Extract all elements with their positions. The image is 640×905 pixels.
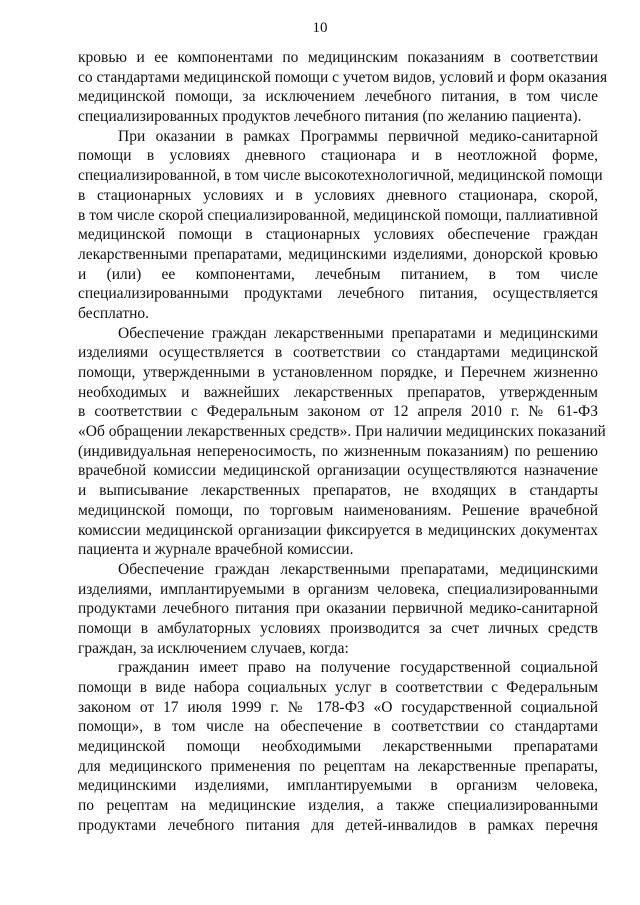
text-line: специализированных продуктов лечебного питания (по желанию пациента). — [78, 108, 582, 126]
text-line: гражданин имеет право на получение государственной социальной — [118, 659, 598, 677]
text-line: помощи в виде набора социальных услуг в соответствии с Федеральным — [78, 679, 598, 696]
text-line: Обеспечение граждан лекарственными препаратами и медицинскими — [118, 324, 598, 342]
text-line: изделиями, имплантируемыми в организм человека, специализированными — [78, 580, 598, 598]
text-line: для медицинского применения по рецептам на лекарственные препараты, — [78, 757, 598, 775]
text-line: и выписывание лекарственных препаратов, не входящих в стандарты — [78, 482, 598, 500]
document-body — [78, 48, 608, 836]
text-line: со стандартами медицинской помощи с учетом видов, условий и форм оказания — [78, 68, 608, 86]
paragraph — [78, 324, 606, 560]
text-line: кровью и ее компонентами по медицинским показаниям в соответствии — [78, 49, 598, 66]
text-line: лекарственными препаратами, медицинскими изделиями, донорской кровью — [78, 245, 598, 263]
text-line: (индивидуальная непереносимость, по жизненным показаниям) по решению — [78, 442, 598, 460]
text-line: бесплатно. — [78, 304, 150, 322]
text-line: При оказании в рамках Программы первичной медико-санитарной — [118, 127, 598, 145]
text-line: продуктами лечебного питания для детей-инвалидов в рамках перечня — [78, 816, 598, 834]
text-line: медицинской помощи необходимыми лекарственными препаратами — [78, 738, 598, 756]
text-line: изделиями осуществляется в соответствии со стандартами медицинской — [78, 344, 598, 362]
text-line: продуктами лечебного питания при оказании первичной медико-санитарной — [78, 600, 598, 618]
text-line: Обеспечение граждан лекарственными препаратами, медицинскими — [118, 560, 598, 578]
text-line: помощи в условиях дневного стационара и в неотложной форме, — [78, 147, 598, 165]
text-line: специализированными продуктами лечебного питания, осуществляется — [78, 285, 598, 303]
text-line: в соответствии с Федеральным законом от 12 апреля 2010 г. № 61-ФЗ — [78, 403, 598, 421]
text-line: законом от 17 июля 1999 г. № 178-ФЗ «О государственной социальной — [78, 698, 598, 716]
paragraph — [78, 127, 603, 324]
page-number: 10 — [312, 20, 328, 36]
text-line: в стационарных условиях и в условиях дневного стационара, скорой, — [78, 186, 598, 204]
paragraph — [78, 658, 598, 835]
text-line: врачебной комиссии медицинской организации осуществляются назначение — [78, 462, 598, 480]
text-line: помощи, утвержденными в установленном порядке, и Перечнем жизненно — [78, 364, 598, 381]
text-line: специализированной, в том числе высокотехнологичной, медицинской помощи — [78, 167, 603, 185]
text-line: медицинскими изделиями, имплантируемыми в организм человека, — [78, 777, 598, 795]
text-line: помощи в амбулаторных условиях производится за счет личных средств — [78, 619, 598, 637]
text-line: в том числе скорой специализированной, медицинской помощи, паллиативной — [78, 206, 599, 224]
text-line: медицинской помощи, за исключением лечебного питания, в том числе — [78, 88, 598, 106]
text-line: комиссии медицинской организации фиксируется в медицинских документах — [78, 521, 598, 539]
text-line: медицинской помощи, по торговым наименованиям. Решение врачебной — [78, 501, 598, 519]
text-line: по рецептам на медицинские изделия, а также специализированными — [78, 797, 598, 815]
text-line: «Об обращении лекарственных средств». При наличии медицинских показаний — [78, 423, 606, 441]
paragraph — [78, 560, 598, 658]
text-line: пациента и журнале врачебной комиссии. — [78, 541, 354, 559]
text-line: граждан, за исключением случаев, когда: — [78, 639, 349, 657]
text-line: медицинской помощи в стационарных условиях обеспечение граждан — [78, 226, 598, 244]
text-line: и (или) ее компонентами, лечебным питанием, в том числе — [78, 265, 598, 283]
paragraph — [78, 48, 608, 127]
text-line: помощи», в том числе на обеспечение в соответствии со стандартами — [78, 718, 598, 736]
text-line: необходимых и важнейших лекарственных препаратов, утвержденным — [78, 383, 598, 401]
